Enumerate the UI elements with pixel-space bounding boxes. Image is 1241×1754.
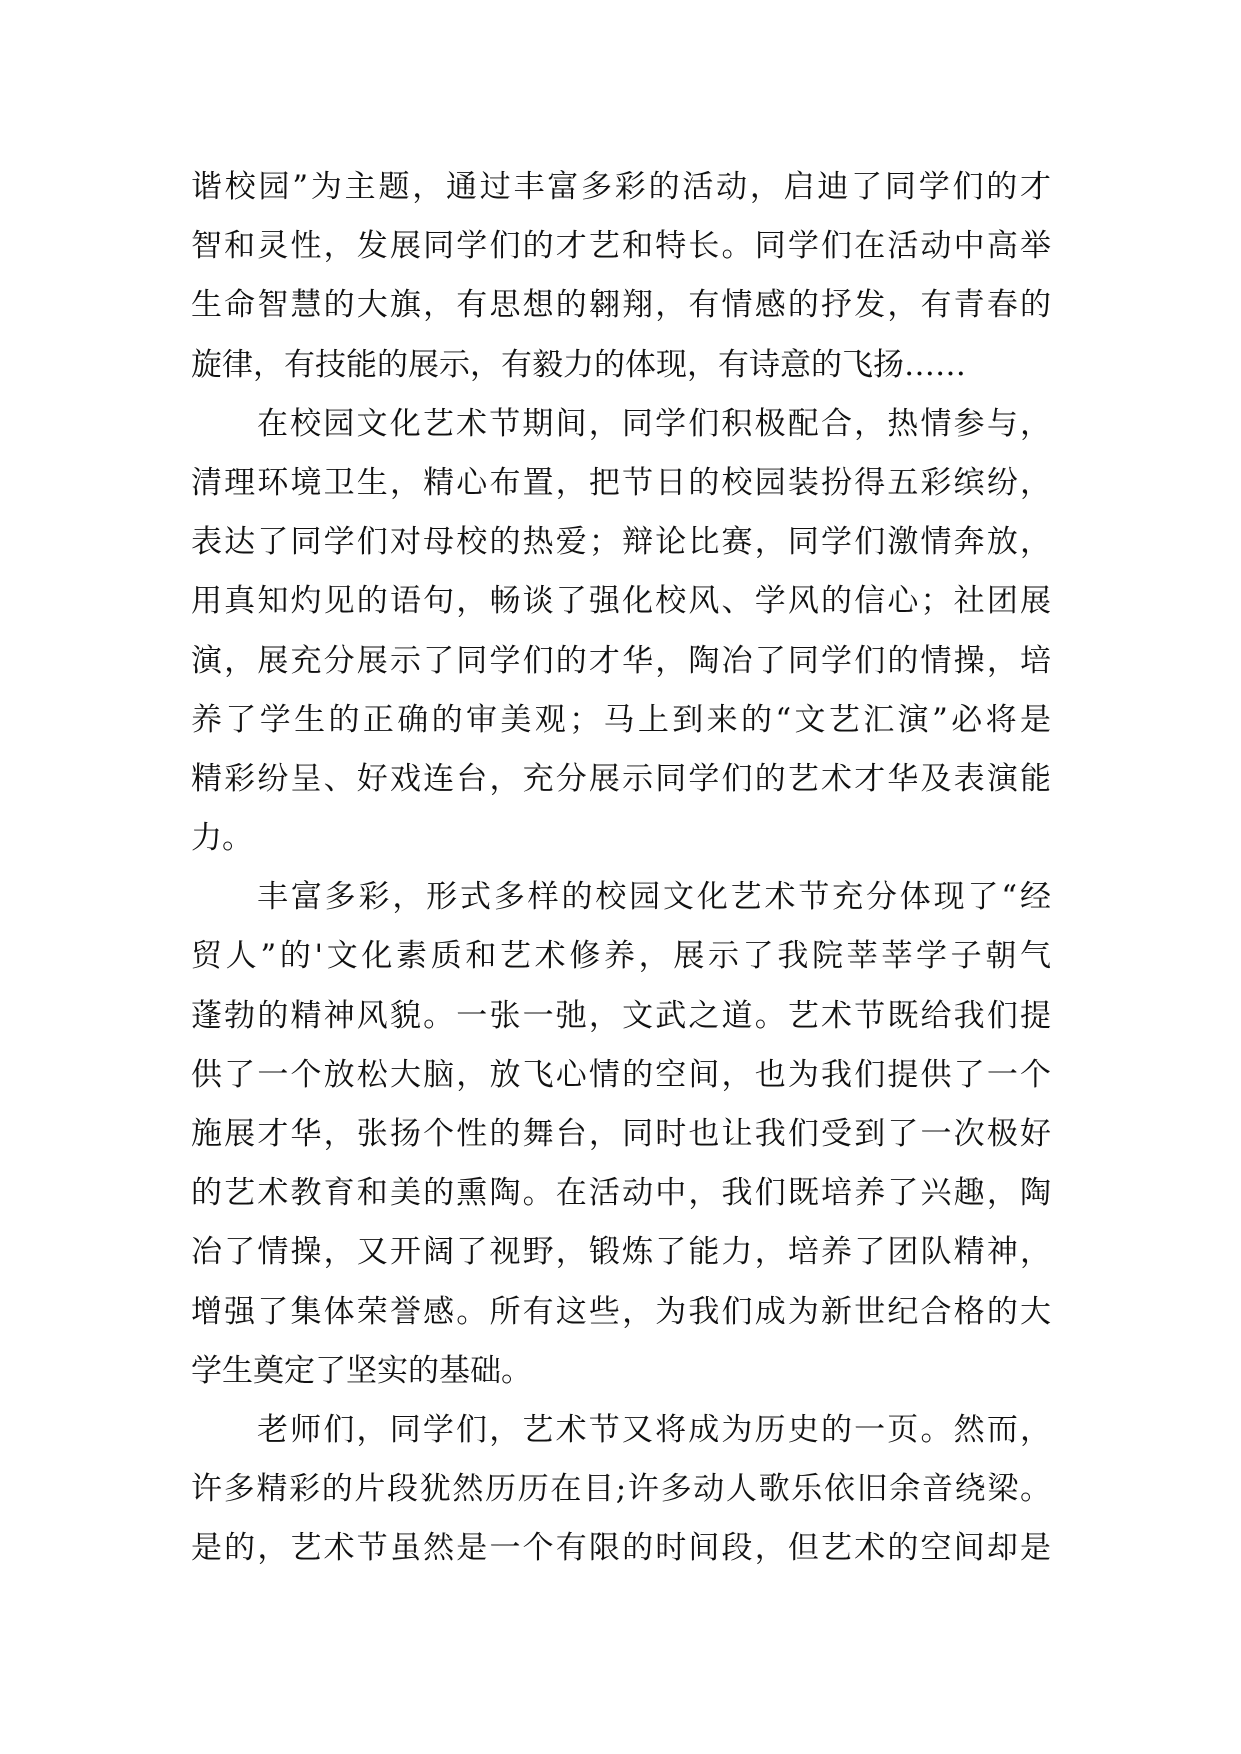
text-line: 表达了同学们对母校的热爱；辩论比赛，同学们激情奔放， bbox=[191, 524, 1051, 561]
text-line: 养了学生的正确的审美观；马上到来的“文艺汇演”必将是 bbox=[191, 701, 1051, 738]
paragraph-2 bbox=[191, 395, 1051, 869]
text-line: 许多精彩的片段犹然历历在目;许多动人歌乐依旧余音绕梁。 bbox=[191, 1471, 1051, 1508]
document-body bbox=[191, 158, 1051, 1579]
text-line: 学生奠定了坚实的基础。 bbox=[191, 1352, 532, 1389]
text-line: 演，展充分展示了同学们的才华，陶冶了同学们的情操，培 bbox=[191, 642, 1051, 679]
text-line: 旋律，有技能的展示，有毅力的体现，有诗意的飞扬…… bbox=[191, 346, 966, 383]
text-line: 老师们，同学们，艺术节又将成为历史的一页。然而， bbox=[257, 1411, 1051, 1448]
text-line: 在校园文化艺术节期间，同学们积极配合，热情参与， bbox=[257, 405, 1051, 442]
text-line: 贸人”的'文化素质和艺术修养，展示了我院莘莘学子朝气 bbox=[191, 938, 1051, 975]
text-line: 是的，艺术节虽然是一个有限的时间段，但艺术的空间却是 bbox=[191, 1530, 1051, 1567]
paragraph-3 bbox=[191, 868, 1051, 1401]
text-line: 用真知灼见的语句，畅谈了强化校风、学风的信心；社团展 bbox=[191, 583, 1051, 620]
text-line: 精彩纷呈、好戏连台，充分展示同学们的艺术才华及表演能 bbox=[191, 760, 1051, 797]
text-line: 的艺术教育和美的熏陶。在活动中，我们既培养了兴趣，陶 bbox=[191, 1175, 1051, 1212]
text-line: 增强了集体荣誉感。所有这些，为我们成为新世纪合格的大 bbox=[191, 1293, 1051, 1330]
text-line: 供了一个放松大脑，放飞心情的空间，也为我们提供了一个 bbox=[191, 1056, 1051, 1093]
text-line: 冶了情操，又开阔了视野，锻炼了能力，培养了团队精神， bbox=[191, 1234, 1051, 1271]
text-line: 谐校园”为主题，通过丰富多彩的活动，启迪了同学们的才 bbox=[191, 169, 1051, 205]
text-line: 生命智慧的大旗，有思想的翱翔，有情感的抒发，有青春的 bbox=[191, 287, 1051, 324]
text-line: 力。 bbox=[191, 820, 253, 857]
text-line: 丰富多彩，形式多样的校园文化艺术节充分体现了“经 bbox=[257, 879, 1051, 916]
text-line: 蓬勃的精神风貌。一张一弛，文武之道。艺术节既给我们提 bbox=[191, 997, 1051, 1034]
text-line: 智和灵性，发展同学们的才艺和特长。同学们在活动中高举 bbox=[191, 228, 1051, 265]
paragraph-4 bbox=[191, 1401, 1051, 1579]
paragraph-1 bbox=[191, 158, 1051, 395]
text-line: 施展才华，张扬个性的舞台，同时也让我们受到了一次极好 bbox=[191, 1116, 1051, 1152]
text-line: 清理环境卫生，精心布置，把节日的校园装扮得五彩缤纷， bbox=[191, 464, 1051, 501]
